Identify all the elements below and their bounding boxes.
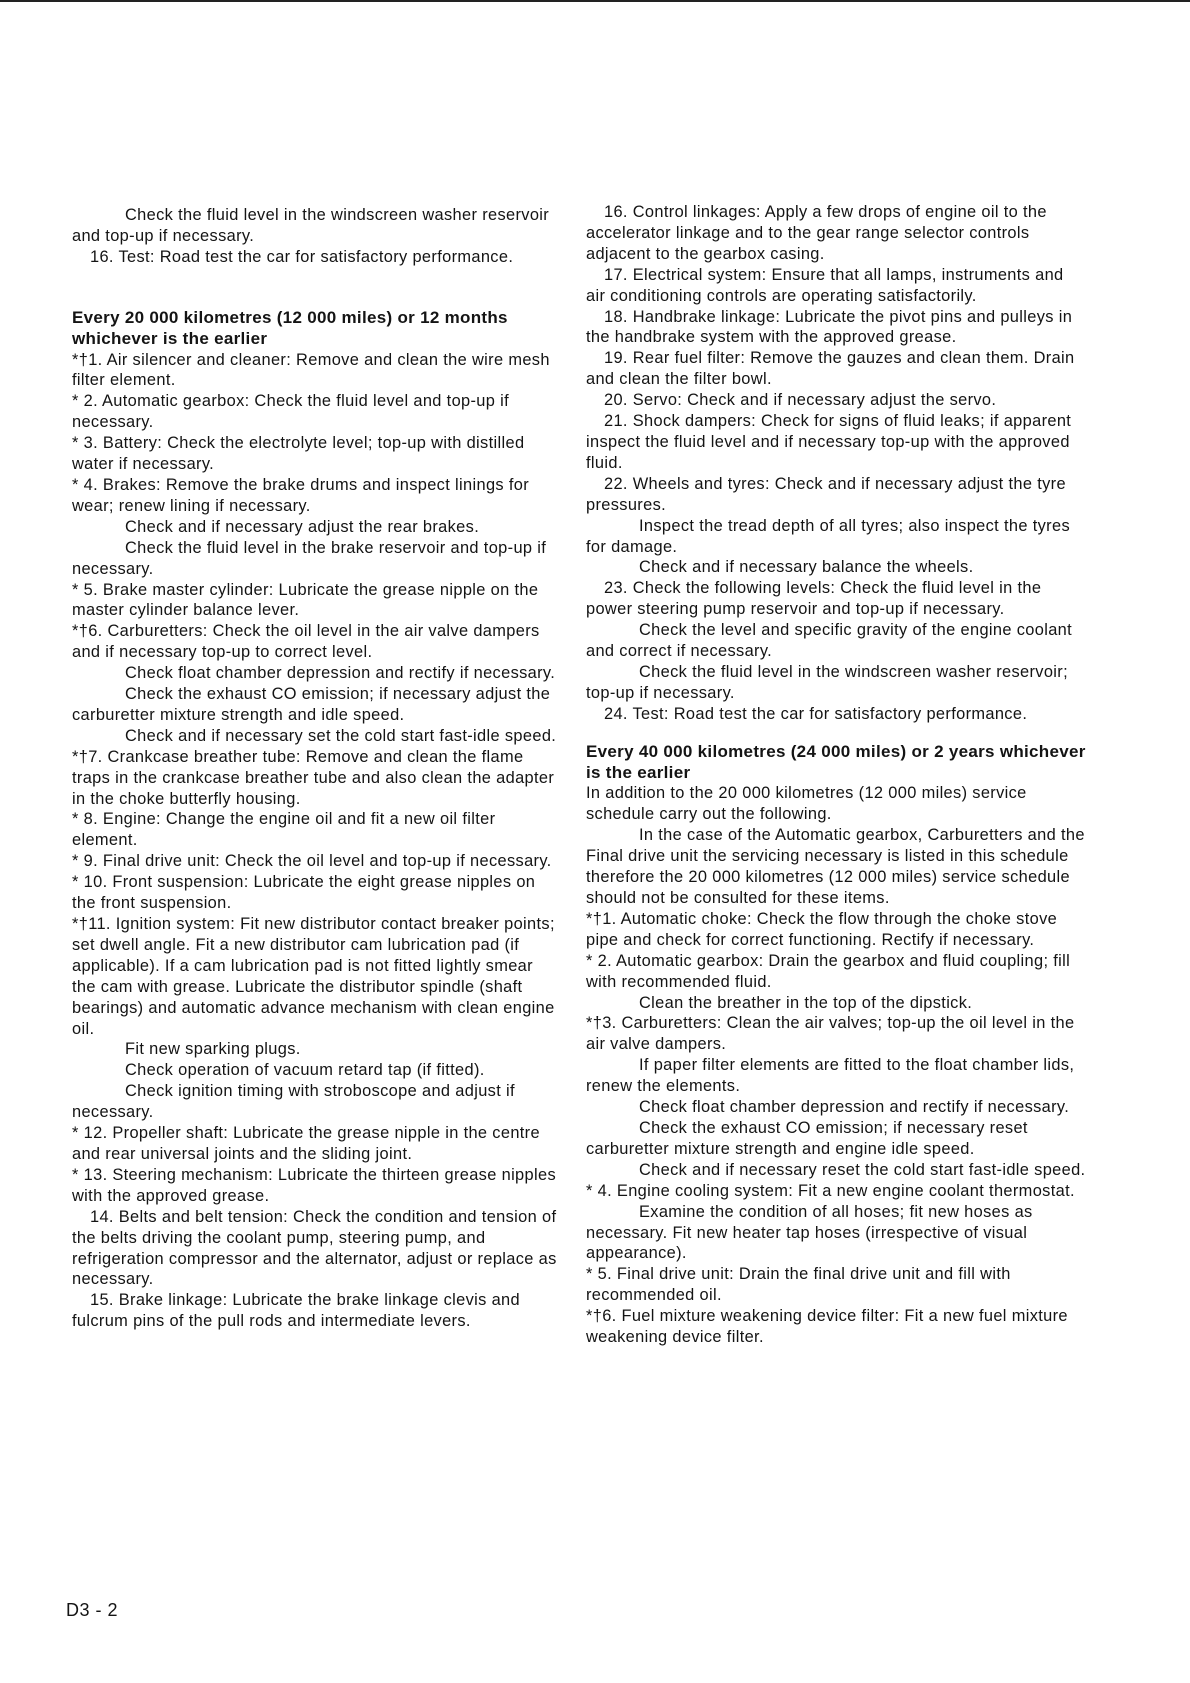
paragraph: Check and if necessary balance the wheels. xyxy=(639,558,974,577)
paragraph: Check the level and specific gravity of the engine coolant and correct if necessary. xyxy=(586,621,1073,661)
paragraph: 15. Brake linkage: Lubricate the brake linkage clevis and fulcrum pins of the pull rods and intermediate levers. xyxy=(72,1291,520,1331)
section-heading: Every 20 000 kilometres (12 000 miles) or 12 months whichever is the earlier xyxy=(72,307,508,348)
paragraph: 14. Belts and belt tension: Check the condition and tension of the belts driving the coolant pump, steering pump, and refrigeration compressor and the alternator, adjust or replace as necessary. xyxy=(72,1207,557,1289)
paragraph: 21. Shock dampers: Check for signs of fluid leaks; if apparent inspect the fluid level and if necessary top-up with the approved fluid. xyxy=(586,412,1072,472)
paragraph: 16. Test: Road test the car for satisfactory performance. xyxy=(90,247,514,266)
paragraph: *†6. Fuel mixture weakening device filter: Fit a new fuel mixture weakening device filter. xyxy=(586,1307,1068,1347)
paragraph: * 5. Brake master cylinder: Lubricate the grease nipple on the master cylinder balance lever. xyxy=(72,580,539,620)
paragraph: * 5. Final drive unit: Drain the final drive unit and fill with recommended oil. xyxy=(586,1265,1011,1305)
paragraph: In the case of the Automatic gearbox, Carburetters and the Final drive unit the servicing necessary is listed in this schedule therefore the 20 000 kilometres (12 000 miles) service schedule should not be consulted for these items. xyxy=(586,826,1085,907)
paragraph: * 10. Front suspension: Lubricate the eight grease nipples on the front suspension. xyxy=(72,873,536,913)
paragraph: *†6. Carburetters: Check the oil level in the air valve dampers and if necessary top-up to correct level. xyxy=(72,622,540,662)
paragraph: * 3. Battery: Check the electrolyte level; top-up with distilled water if necessary. xyxy=(72,434,525,474)
paragraph: Check the exhaust CO emission; if necessary reset carburetter mixture strength and engine idle speed. xyxy=(586,1118,1028,1158)
paragraph: Check float chamber depression and rectify if necessary. xyxy=(125,664,556,683)
paragraph: Examine the condition of all hoses; fit new hoses as necessary. Fit new heater tap hoses (irrespective of visual appearance). xyxy=(586,1202,1033,1263)
paragraph: 22. Wheels and tyres: Check and if necessary adjust the tyre pressures. xyxy=(586,474,1066,514)
paragraph: 18. Handbrake linkage: Lubricate the pivot pins and pulleys in the handbrake system with the approved grease. xyxy=(586,307,1073,347)
paragraph: * 8. Engine: Change the engine oil and fit a new oil filter element. xyxy=(72,810,496,850)
paragraph: Check ignition timing with stroboscope and adjust if necessary. xyxy=(72,1082,515,1122)
paragraph: Check float chamber depression and rectify if necessary. xyxy=(639,1098,1070,1117)
paragraph: * 9. Final drive unit: Check the oil level and top-up if necessary. xyxy=(72,852,552,871)
paragraph: 16. Control linkages: Apply a few drops of engine oil to the accelerator linkage and to the gear range selector controls adjacent to the gearbox casing. xyxy=(586,203,1047,263)
paragraph: Clean the breather in the top of the dipstick. xyxy=(639,993,973,1012)
paragraph: *†1. Automatic choke: Check the flow through the choke stove pipe and check for correct functioning. Rectify if necessary. xyxy=(586,909,1058,949)
paragraph: * 13. Steering mechanism: Lubricate the thirteen grease nipples with the approved grease. xyxy=(72,1165,556,1205)
page-number: D3 - 2 xyxy=(66,1600,119,1620)
paragraph: * 2. Automatic gearbox: Check the fluid level and top-up if necessary. xyxy=(72,392,510,432)
paragraph: *†11. Ignition system: Fit new distributor contact breaker points; set dwell angle. Fit a new distributor cam lubrication pad (if applicable). If a cam lubrication pad is not fitted lightly smear the cam with grease. Lubricate the distributor spindle (shaft bearings) and automatic advance mechanism with clean engine oil. xyxy=(72,915,555,1038)
paragraph: 23. Check the following levels: Check the fluid level in the power steering pump reservoir and top-up if necessary. xyxy=(586,579,1042,619)
paragraph: Inspect the tread depth of all tyres; also inspect the tyres for damage. xyxy=(586,516,1070,556)
paragraph: If paper filter elements are fitted to the float chamber lids, renew the elements. xyxy=(586,1056,1075,1096)
paragraph: Check the exhaust CO emission; if necessary adjust the carburetter mixture strength and idle speed. xyxy=(72,685,551,724)
paragraph: * 4. Engine cooling system: Fit a new engine coolant thermostat. xyxy=(586,1181,1075,1200)
paragraph: *†3. Carburetters: Clean the air valves; top-up the oil level in the air valve dampers. xyxy=(586,1014,1075,1054)
paragraph: Check the fluid level in the brake reservoir and top-up if necessary. xyxy=(72,538,547,578)
paragraph: Check the fluid level in the windscreen washer reservoir; top-up if necessary. xyxy=(586,662,1068,702)
paragraph: *†7. Crankcase breather tube: Remove and clean the flame traps in the crankcase breather tube and also clean the adapter in the choke butterfly housing. xyxy=(72,747,555,808)
paragraph: Check and if necessary reset the cold start fast-idle speed. xyxy=(639,1160,1086,1179)
paragraph: * 2. Automatic gearbox: Drain the gearbox and fluid coupling; fill with recommended fluid. xyxy=(586,951,1071,991)
section-heading: Every 40 000 kilometres (24 000 miles) or 2 years whichever is the earlier xyxy=(586,741,1086,782)
paragraph: Fit new sparking plugs. xyxy=(125,1040,301,1059)
left-column xyxy=(72,205,560,1332)
spacer xyxy=(72,268,560,308)
paragraph: Check and if necessary set the cold start fast-idle speed. xyxy=(125,726,557,745)
paragraph: * 12. Propeller shaft: Lubricate the grease nipple in the centre and rear universal joints and the sliding joint. xyxy=(72,1124,540,1163)
spacer xyxy=(586,725,1086,742)
paragraph: 19. Rear fuel filter: Remove the gauzes and clean them. Drain and clean the filter bowl. xyxy=(586,349,1075,389)
paragraph: *†1. Air silencer and cleaner: Remove and clean the wire mesh filter element. xyxy=(72,350,550,390)
top-rule xyxy=(0,0,1190,2)
paragraph: 24. Test: Road test the car for satisfactory performance. xyxy=(604,704,1028,723)
paragraph: * 4. Brakes: Remove the brake drums and inspect linings for wear; renew lining if necessary. xyxy=(72,475,530,515)
right-column xyxy=(586,202,1086,1348)
paragraph: Check and if necessary adjust the rear brakes. xyxy=(125,517,480,536)
paragraph: In addition to the 20 000 kilometres (12 000 miles) service schedule carry out the following. xyxy=(586,784,1027,824)
paragraph: Check the fluid level in the windscreen washer reservoir and top-up if necessary. xyxy=(72,206,550,245)
paragraph: Check operation of vacuum retard tap (if fitted). xyxy=(125,1061,485,1080)
paragraph: 17. Electrical system: Ensure that all lamps, instruments and air conditioning controls are operating satisfactorily. xyxy=(586,265,1064,305)
paragraph: 20. Servo: Check and if necessary adjust the servo. xyxy=(604,391,997,410)
